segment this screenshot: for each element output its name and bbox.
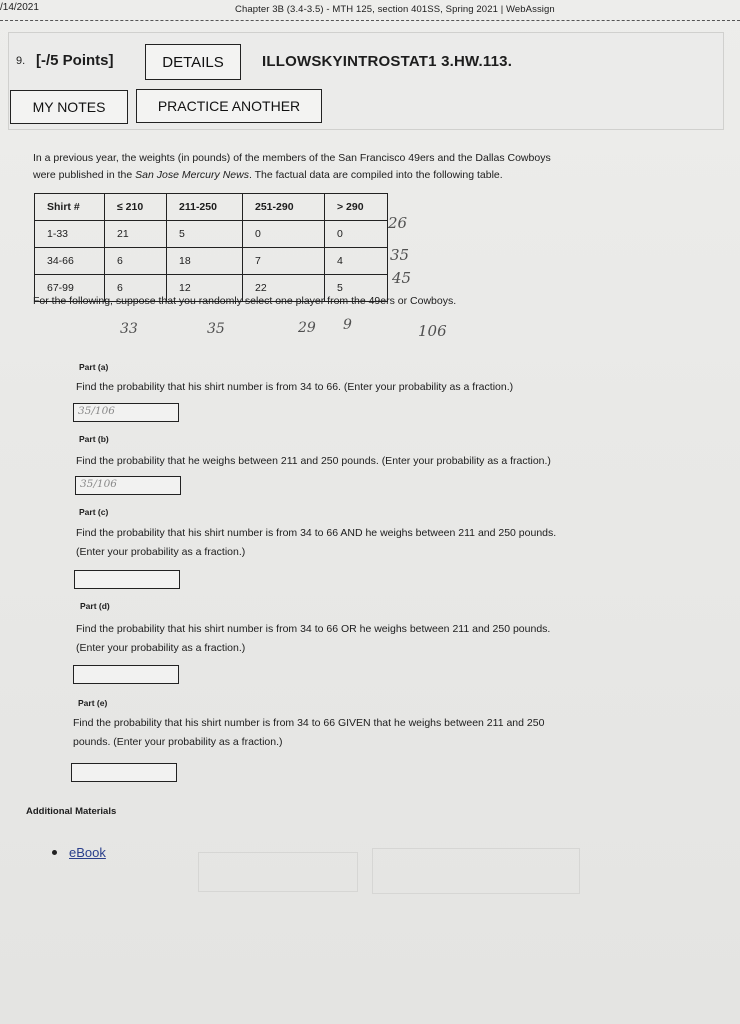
part-d-label: Part (d) — [80, 601, 110, 611]
handwritten-row-total: 45 — [392, 269, 412, 287]
intro-line-1: In a previous year, the weights (in pounds) of the members of the San Francisco 49ers and the Dallas Cowboys — [33, 152, 551, 164]
table-row — [35, 221, 388, 248]
part-b-answer-input[interactable]: 35/106 — [75, 476, 181, 495]
part-c-answer-input[interactable] — [74, 570, 180, 589]
handwritten-column-total: 9 — [343, 317, 352, 333]
table-cell: 5 — [167, 221, 243, 248]
question-number: 9. — [16, 55, 26, 67]
part-c-label: Part (c) — [79, 507, 109, 517]
part-c-question-line-2: (Enter your probability as a fraction.) — [76, 546, 246, 558]
source-name: San Jose Mercury News — [135, 169, 249, 181]
part-d-answer-input[interactable] — [73, 665, 179, 684]
table-cell: 7 — [243, 248, 325, 275]
table-cell: 34-66 — [35, 248, 105, 275]
ebook-link[interactable]: eBook — [69, 845, 106, 860]
table-row — [35, 248, 388, 275]
table-cell: 5 — [325, 275, 388, 302]
my-notes-button[interactable]: MY NOTES — [10, 90, 128, 124]
table-cell: 22 — [243, 275, 325, 302]
part-e-label: Part (e) — [78, 698, 108, 708]
part-b-question: Find the probability that he weighs between 211 and 250 pounds. (Enter your probability as a fraction.) — [76, 455, 551, 467]
bleed-through-shape — [198, 852, 358, 892]
bleed-through-shape — [372, 848, 580, 894]
table-cell: 0 — [325, 221, 388, 248]
handwritten-column-total: 106 — [418, 322, 447, 340]
table-header-cell: 211-250 — [167, 194, 243, 221]
table-header-row — [35, 194, 388, 221]
part-d-question-line-1: Find the probability that his shirt number is from 34 to 66 OR he weighs between 211 and 250 pounds. — [76, 623, 551, 635]
part-e-question — [73, 714, 733, 752]
part-a-answer-input[interactable]: 35/106 — [73, 403, 179, 422]
instruction-text: For the following, suppose that you randomly select one player from the 49ers or Cowboys. — [33, 295, 457, 307]
part-d-question-line-2: (Enter your probability as a fraction.) — [76, 642, 246, 654]
practice-another-button[interactable]: PRACTICE ANOTHER — [136, 89, 322, 123]
table-cell: 67-99 — [35, 275, 105, 302]
details-button[interactable]: DETAILS — [145, 44, 241, 80]
part-a-question: Find the probability that his shirt number is from 34 to 66. (Enter your probability as a fraction.) — [76, 381, 514, 393]
table-cell: 1-33 — [35, 221, 105, 248]
part-c-question — [76, 524, 736, 562]
question-points: [-/5 Points] — [36, 52, 114, 69]
table-header-cell: > 290 — [325, 194, 388, 221]
question-code: ILLOWSKYINTROSTAT1 3.HW.113. — [262, 53, 513, 70]
handwritten-column-total: 33 — [120, 321, 138, 337]
additional-materials-title: Additional Materials — [26, 806, 117, 817]
intro-line-2 — [33, 167, 723, 184]
header-divider — [0, 20, 740, 21]
handwritten-row-total: 26 — [388, 214, 408, 232]
part-c-question-line-1: Find the probability that his shirt number is from 34 to 66 AND he weighs between 211 and 250 pounds. — [76, 527, 557, 539]
print-header-title: Chapter 3B (3.4-3.5) - MTH 125, section 401SS, Spring 2021 | WebAssign — [235, 4, 555, 15]
handwritten-row-total: 35 — [390, 246, 410, 264]
print-date: /14/2021 — [0, 2, 39, 13]
part-d-question — [76, 620, 736, 658]
bullet-icon — [52, 850, 57, 855]
table-cell: 18 — [167, 248, 243, 275]
weights-table — [34, 193, 388, 302]
intro-line-2-pre: were published in the — [33, 169, 136, 181]
part-e-question-line-2: pounds. (Enter your probability as a fraction.) — [73, 736, 283, 748]
table-header-cell: 251-290 — [243, 194, 325, 221]
table-header-cell: ≤ 210 — [105, 194, 167, 221]
table-cell: 0 — [243, 221, 325, 248]
table-cell: 4 — [325, 248, 388, 275]
handwritten-column-total: 35 — [207, 321, 225, 337]
table-header-cell: Shirt # — [35, 194, 105, 221]
table-cell: 6 — [105, 248, 167, 275]
part-a-label: Part (a) — [79, 362, 109, 372]
table-cell: 12 — [167, 275, 243, 302]
intro-line-2-post: . The factual data are compiled into the following table. — [248, 169, 503, 181]
part-e-question-line-1: Find the probability that his shirt number is from 34 to 66 GIVEN that he weighs between 211 and 250 — [73, 717, 545, 729]
part-e-answer-input[interactable] — [71, 763, 177, 782]
handwritten-column-total: 29 — [298, 320, 316, 336]
question-intro — [33, 150, 723, 184]
part-b-label: Part (b) — [79, 434, 109, 444]
table-cell: 6 — [105, 275, 167, 302]
table-cell: 21 — [105, 221, 167, 248]
